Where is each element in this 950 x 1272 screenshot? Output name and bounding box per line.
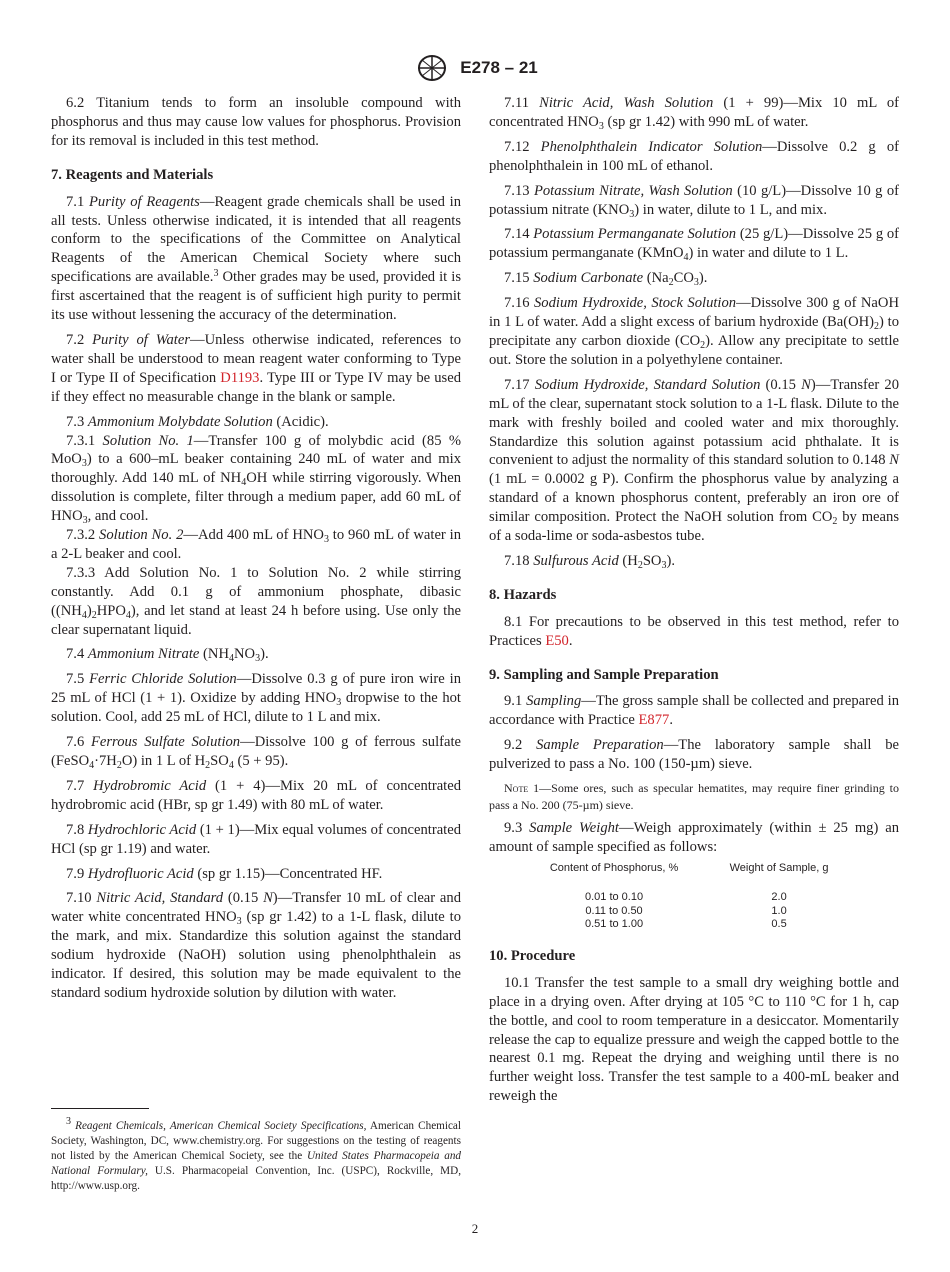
- section-8-heading: 8. Hazards: [489, 586, 557, 603]
- paragraph-10-1: 10.1 Transfer the test sample to a small dry weighing bottle and place in a drying oven. After drying at 105 °C to 110 °C for 1 h, cap the bottle, and cool to room temperature in a desiccator. Momentarily release the cap to equalize pressure and weigh the capped bottle to the nearest 0.1 mg. Repeat the drying and weighing until there is no further weight loss. Transfer the test sample to a 400-mL beaker and reweigh the: [489, 974, 899, 1105]
- table-header-weight: Weight of Sample, g: [729, 861, 829, 874]
- footnote-3: $^3$ Reagent Chemicals, American Chemical Society Specifications, American Chemical Society, Washington, DC, www.chemistry.org. For suggestions on the testing of reagents not listed by the American Chemical Society, see the United States Pharmacopeia and National Formulary, U.S. Pharmacopeial Convention, Inc. (USPC), Rockville, MD, http://www.usp.org.: [51, 1116, 462, 1192]
- paragraph-7-2: 7.2 Purity of Water—Unless otherwise indicated, references to water shall be understood to mean reagent water conforming to Type I or Type II of Specification D1193. Type III or Type IV may be used if they effect no measurable change in the blank or sample.: [51, 331, 461, 405]
- section-7-heading: 7. Reagents and Materials: [51, 166, 214, 183]
- section-10-heading: 10. Procedure: [489, 947, 576, 964]
- paragraph-7-1: 7.1 Purity of Reagents—Reagent grade chemicals shall be used in all tests. Unless otherwise indicated, it is intended that all reagents conform to the specifications of the Committee on Analytical Reagents of the American Chemical Society where such specifications are available.$^3$ Other grades may be used, provided it is first ascertained that the reagent is of sufficient high purity to permit its use without lessening the accuracy of the determination.: [51, 193, 461, 324]
- paragraph-7-6: 7.6 Ferrous Sulfate Solution—Dissolve 100 g of ferrous sulfate $(FeSO_4\cdot 7H_2O)$ in 1 L of $H_2SO_4$ (5 + 95).: [51, 734, 461, 771]
- left-column: [51, 94, 461, 1009]
- astm-logo-icon: [412, 54, 452, 82]
- paragraph-7-11: 7.11 Nitric Acid, Wash Solution (1 + 99)—Mix 10 mL of concentrated $HNO_3$ (sp gr 1.42) with 990 mL of water.: [489, 95, 899, 132]
- table-header-phosphorus: Content of Phosphorus, %: [549, 861, 679, 874]
- paragraph-9-2: 9.2 Sample Preparation—The laboratory sample shall be pulverized to pass a No. 100 (150-µm) sieve.: [489, 737, 899, 773]
- paragraph-7-14: 7.14 Potassium Permanganate Solution (25 g/L)—Dissolve 25 g of potassium permanganate (KMnO$_4$) in water and dilute to 1 L.: [489, 226, 899, 264]
- section-9-heading: 9. Sampling and Sample Preparation: [489, 666, 719, 683]
- paragraph-9-3: 9.3 Sample Weight—Weigh approximately (within ± 25 mg) an amount of sample specified as follows:: [489, 820, 899, 855]
- paragraph-6-2: 6.2 Titanium tends to form an insoluble compound with phosphorus and thus may cause low values for phosphorus. Provision for its removal is included in this test method.: [51, 95, 461, 149]
- paragraph-7-3-2: 7.3.2 Solution No. 2—Add 400 mL of $HNO_3$ to 960 mL of water in a 2-L beaker and cool.: [51, 527, 461, 562]
- page-header: [0, 54, 950, 84]
- footnote-divider: [51, 1108, 149, 1109]
- paragraph-7-18: 7.18 Sulfurous Acid $(H_2SO_3)$.: [504, 552, 675, 571]
- paragraph-7-8: 7.8 Hydrochloric Acid (1 + 1)—Mix equal volumes of concentrated HCl (sp gr 1.19) and water.: [51, 821, 462, 857]
- paragraph-7-3-3: 7.3.3 Add Solution No. 1 to Solution No. 2 while stirring constantly. Add 0.1 g of ammonium phosphate, dibasic $((NH_4)_2HPO_4)$, and let stand at least 24 h before using. Use only the clear supernatant liquid.: [51, 564, 461, 638]
- table-row: 0.11 to 0.50 1.0: [585, 904, 787, 917]
- note-1: Note 1—Some ores, such as specular hematites, may require finer grinding to pass a No. 200 (75-µm) sieve.: [489, 781, 899, 812]
- paragraph-7-7: 7.7 Hydrobromic Acid (1 + 4)—Mix 20 mL of concentrated hydrobromic acid (HBr, sp gr 1.49) with 80 mL of water.: [51, 777, 461, 813]
- page-number: 2: [471, 1221, 479, 1236]
- paragraph-7-15: 7.15 Sodium Carbonate $(Na_2CO_3)$.: [504, 270, 708, 289]
- table-row: 0.01 to 0.10 2.0: [584, 891, 787, 904]
- paragraph-7-12: 7.12 Phenolphthalein Indicator Solution—Dissolve 0.2 g of phenolphthalein in 100 mL of ethanol.: [489, 138, 899, 174]
- paragraph-9-1: 9.1 Sampling—The gross sample shall be collected and prepared in accordance with Practice E877.: [489, 693, 899, 729]
- paragraph-7-3-1: 7.3.1 Solution No. 1—Transfer 100 g of molybdic acid (85 % MoO$_3$) to a 600–mL beaker containing 240 mL of water and mix thoroughly. Add 140 mL of $NH_4OH$ while stirring vigorously. When dissolution is complete, filter through a medium paper, add 60 mL of $HNO_3$, and cool.: [51, 432, 461, 527]
- table-row: 0.51 to 1.00 0.5: [584, 918, 787, 931]
- paragraph-7-5: 7.5 Ferric Chloride Solution—Dissolve 0.3 g of pure iron wire in 25 mL of HCl (1 + 1). Oxidize by adding $HNO_3$ dropwise to the hot solution. Cool, add 25 mL of HCl, dilute to 1 L and mix.: [51, 671, 461, 726]
- paragraph-7-10: 7.10 Nitric Acid, Standard (0.15 N)—Transfer 10 mL of clear and water white concentrated $HNO_3$ (sp gr 1.42) to a 1-L flask, dilute to the mark, and mix. Standardize this solution against the standard sodium hydroxide (NaOH) solution using phenolphthalein as indicator. If desired, this solution may be made equivalent to the standard sodium hydroxide solution by dilution with water.: [51, 890, 461, 1001]
- footnote-ref: 3: [213, 268, 219, 280]
- link-e877[interactable]: E877: [638, 712, 670, 729]
- paragraph-7-17: 7.17 Sodium Hydroxide, Standard Solution (0.15 N)—Transfer 20 mL of the clear, supernatant stock solution to a 1-L flask. Dilute to the mark with freshly boiled and cooled water and mix thoroughly. Standardize this solution against potassium acid phthalate. It is convenient to adjust the normality of this standard solution to 0.148 N (1 mL = 0.0002 g P). Confirm the phosphorus value by analyzing a standard of a known phosphorus content, preferably an iron ore of similar composition. Protect the NaOH solution from $CO_2$ by means of a soda-lime or soda-asbestos tube.: [489, 376, 899, 545]
- standard-designation: E278 – 21: [460, 58, 538, 77]
- paragraph-7-13: 7.13 Potassium Nitrate, Wash Solution (10 g/L)—Dissolve 10 g of potassium nitrate $(KNO_3)$ in water, dilute to 1 L, and mix.: [489, 182, 899, 220]
- right-column: [489, 94, 899, 1112]
- sample-weight-table: [521, 861, 851, 932]
- link-d1193[interactable]: D1193: [220, 369, 260, 386]
- paragraph-7-9: 7.9 Hydrofluoric Acid (sp gr 1.15)—Concentrated HF.: [66, 865, 383, 882]
- paragraph-7-3: 7.3 Ammonium Molybdate Solution (Acidic).: [66, 413, 329, 430]
- link-e50[interactable]: E50: [545, 632, 569, 649]
- paragraph-7-4: 7.4 Ammonium Nitrate $(NH_4NO_3)$.: [66, 646, 269, 665]
- paragraph-7-16: 7.16 Sodium Hydroxide, Stock Solution—Dissolve 300 g of NaOH in 1 L of water. Add a slight excess of barium hydroxide $(Ba(OH)_2)$ to precipitate any carbon dioxide $(CO_2)$. Allow any precipitate to settle out. Store the solution in a polyethylene container.: [489, 295, 900, 368]
- paragraph-8-1: 8.1 For precautions to be observed in this test method, refer to Practices E50.: [489, 613, 899, 649]
